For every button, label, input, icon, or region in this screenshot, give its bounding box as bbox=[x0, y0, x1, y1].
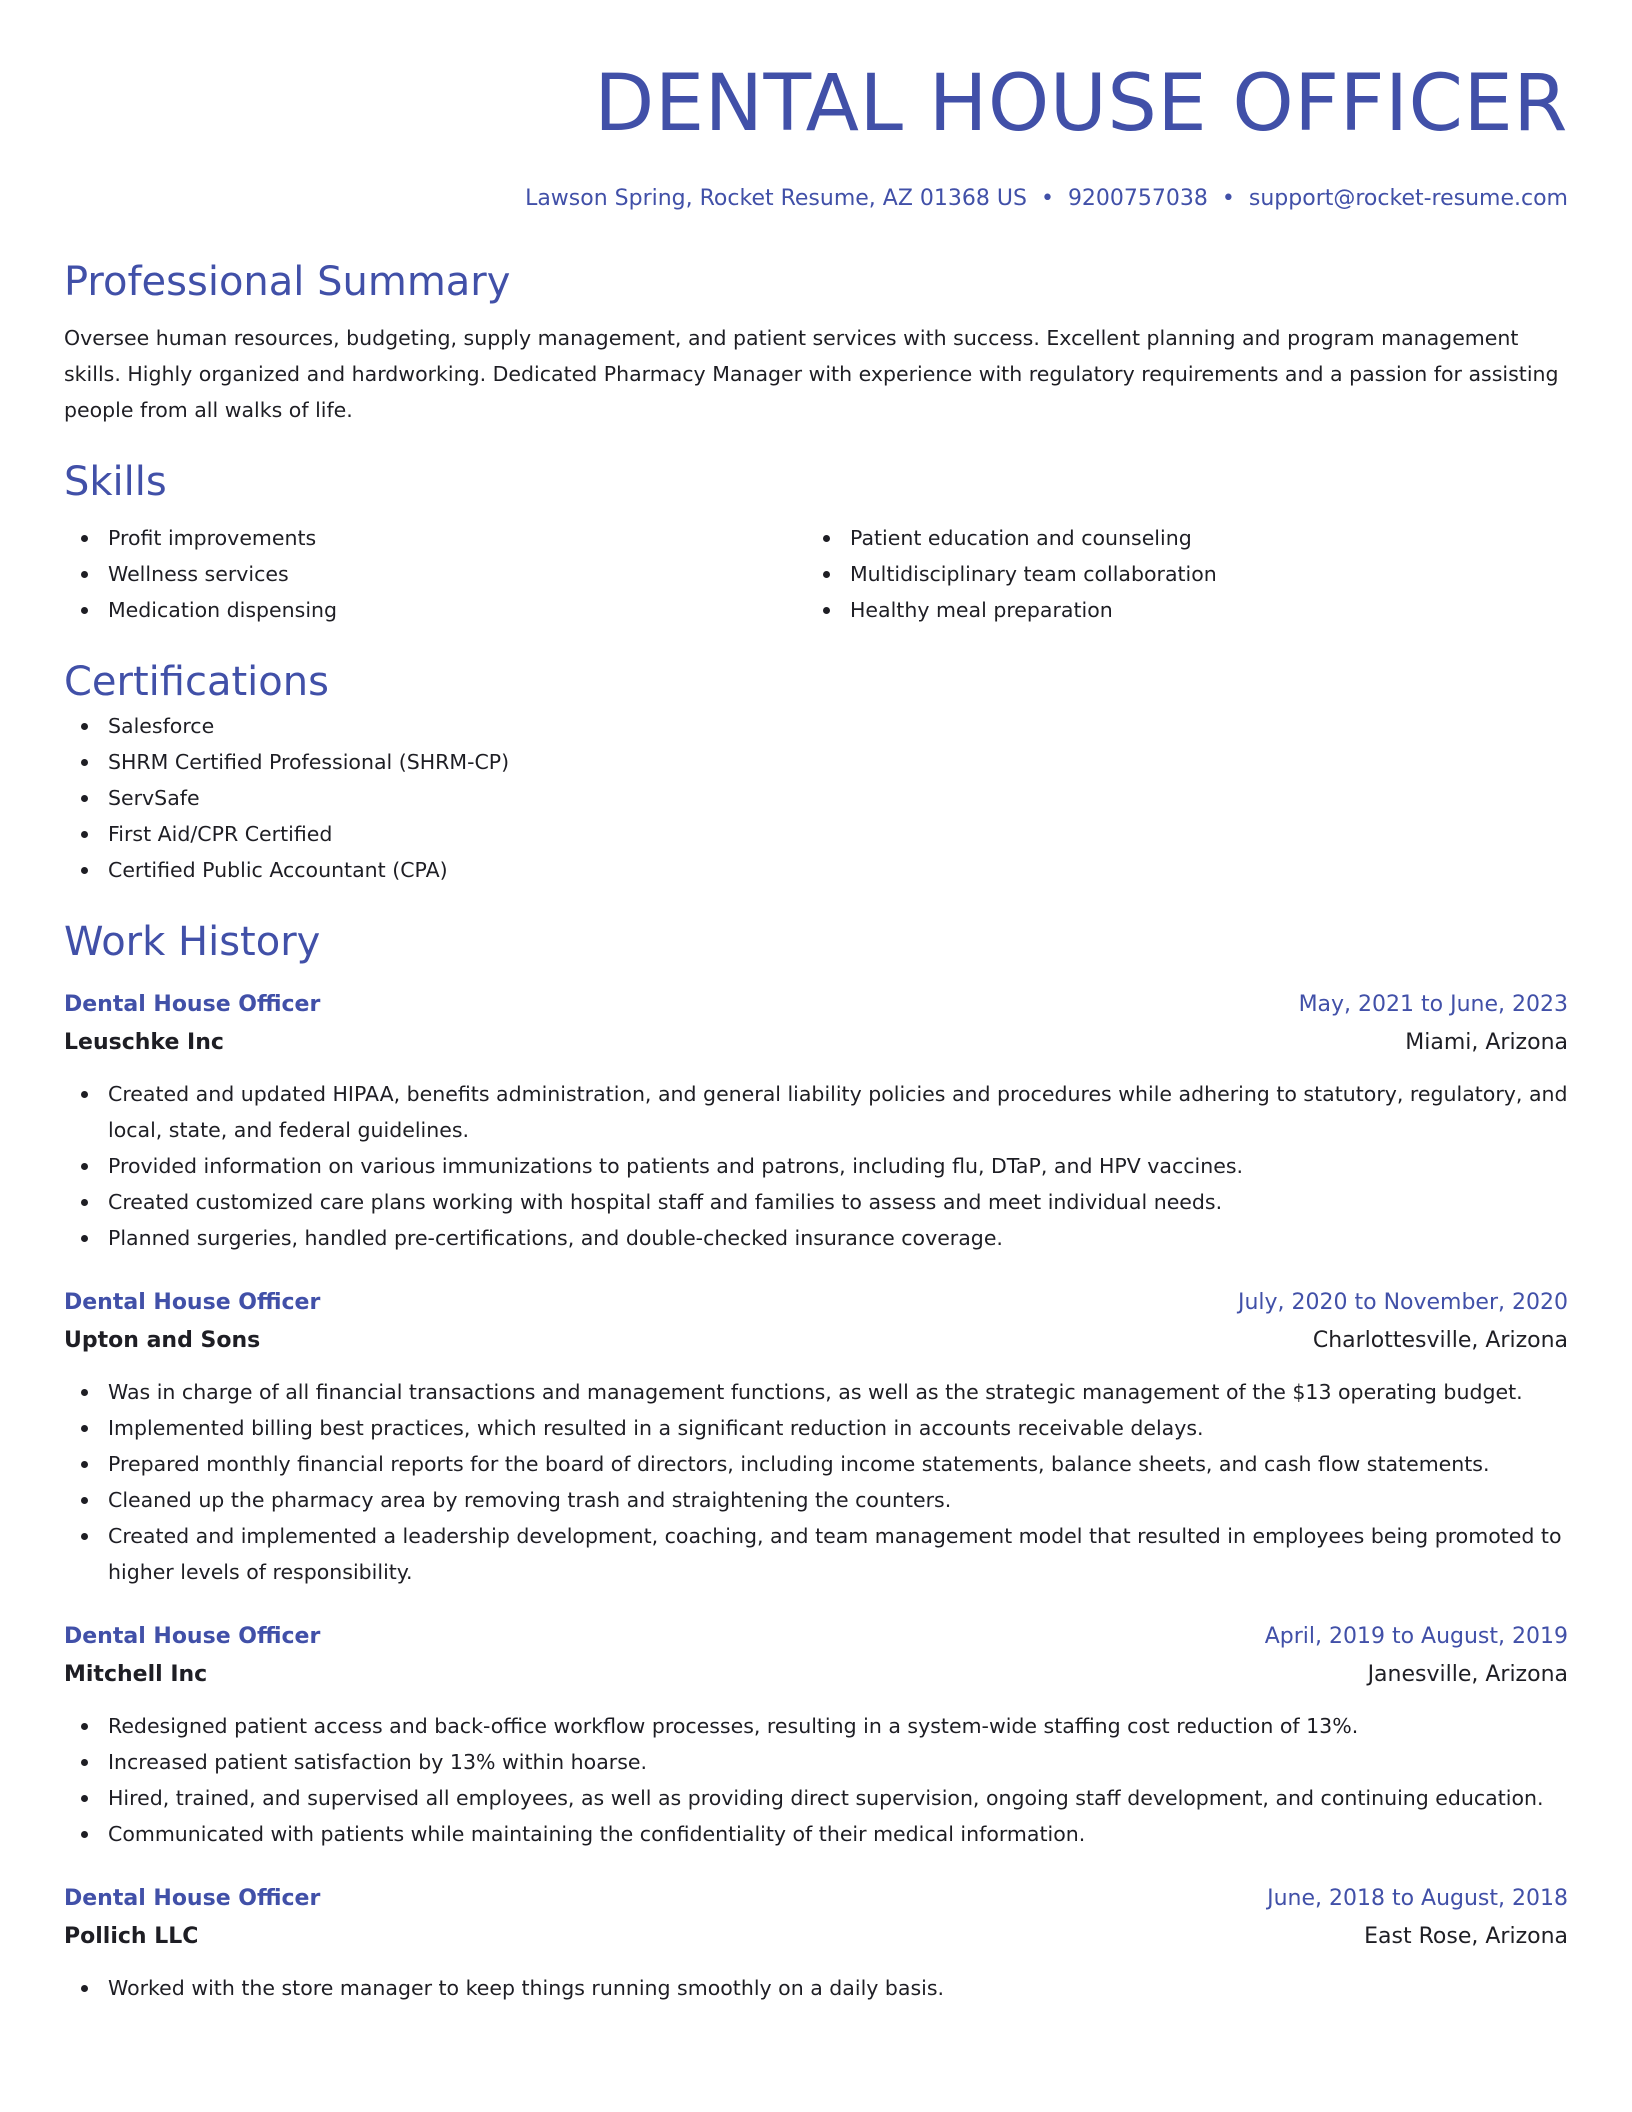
job-duty: Planned surgeries, handled pre-certifications, and double-checked insurance coverage. bbox=[64, 1220, 1568, 1256]
contact-address: Lawson Spring, Rocket Resume, AZ 01368 US bbox=[525, 186, 1027, 211]
job-entry bbox=[64, 1618, 1568, 1852]
job-duty: Redesigned patient access and back-office workflow processes, resulting in a system-wide staffing cost reduction of 13%. bbox=[64, 1708, 1568, 1744]
skills-heading: Skills bbox=[64, 459, 167, 505]
skills-column-right bbox=[806, 520, 1548, 628]
job-duty: Communicated with patients while maintaining the confidentiality of their medical information. bbox=[64, 1816, 1568, 1852]
job-company: Upton and Sons bbox=[64, 1328, 261, 1353]
job-duties bbox=[64, 1374, 1568, 1590]
skill-item: Wellness services bbox=[64, 556, 806, 592]
certification-item: Certified Public Accountant (CPA) bbox=[64, 852, 1568, 888]
job-dates: April, 2019 to August, 2019 bbox=[1264, 1624, 1568, 1649]
contact-separator: • bbox=[1040, 186, 1054, 211]
contact-phone[interactable]: 9200757038 bbox=[1067, 186, 1208, 211]
job-location: Charlottesville, Arizona bbox=[1312, 1328, 1568, 1353]
job-duty: Increased patient satisfaction by 13% within hoarse. bbox=[64, 1744, 1568, 1780]
job-location: Miami, Arizona bbox=[1405, 1030, 1568, 1055]
skill-item: Profit improvements bbox=[64, 520, 806, 556]
job-location: East Rose, Arizona bbox=[1364, 1924, 1568, 1949]
skill-item: Medication dispensing bbox=[64, 592, 806, 628]
job-duties bbox=[64, 1076, 1568, 1256]
job-duties bbox=[64, 1970, 1568, 2006]
job-dates: May, 2021 to June, 2023 bbox=[1298, 992, 1568, 1017]
certification-item: First Aid/CPR Certified bbox=[64, 816, 1568, 852]
job-company: Mitchell Inc bbox=[64, 1662, 208, 1687]
job-company: Leuschke Inc bbox=[64, 1030, 224, 1055]
skills-list bbox=[64, 520, 1568, 628]
job-duty: Prepared monthly financial reports for the board of directors, including income statements, balance sheets, and cash flow statements. bbox=[64, 1446, 1568, 1482]
job-duties bbox=[64, 1708, 1568, 1852]
certification-item: Salesforce bbox=[64, 708, 1568, 744]
work-history-heading: Work History bbox=[64, 919, 321, 965]
contact-line bbox=[64, 182, 1568, 216]
resume-title: DENTAL HOUSE OFFICER bbox=[594, 59, 1568, 149]
job-duty: Hired, trained, and supervised all employees, as well as providing direct supervision, ongoing staff development, and continuing education. bbox=[64, 1780, 1568, 1816]
job-duty: Created and implemented a leadership development, coaching, and team management model that resulted in employees being promoted to higher levels of responsibility. bbox=[64, 1518, 1568, 1590]
job-duty: Was in charge of all financial transactions and management functions, as well as the strategic management of the $13 operating budget. bbox=[64, 1374, 1568, 1410]
job-duty: Provided information on various immunizations to patients and patrons, including flu, DTaP, and HPV vaccines. bbox=[64, 1148, 1568, 1184]
job-entry bbox=[64, 1880, 1568, 2006]
job-dates: June, 2018 to August, 2018 bbox=[1267, 1886, 1568, 1911]
job-duty: Implemented billing best practices, which resulted in a significant reduction in accounts receivable delays. bbox=[64, 1410, 1568, 1446]
summary-text: Oversee human resources, budgeting, supply management, and patient services with success. Excellent planning and program management skills. Highly organized and hardworking. Dedicated Pharmacy Manager with experience with regulatory requirements and a passion for assisting people from all walks of life. bbox=[64, 326, 1559, 422]
job-dates: July, 2020 to November, 2020 bbox=[1237, 1290, 1568, 1315]
skills-column-left bbox=[64, 520, 806, 628]
job-role: Dental House Officer bbox=[64, 1290, 321, 1315]
certifications-heading: Certifications bbox=[64, 659, 329, 705]
summary-heading: Professional Summary bbox=[64, 259, 511, 305]
skill-item: Multidisciplinary team collaboration bbox=[806, 556, 1548, 592]
contact-separator: • bbox=[1221, 186, 1235, 211]
skill-item: Patient education and counseling bbox=[806, 520, 1548, 556]
job-duty: Created customized care plans working with hospital staff and families to assess and meet individual needs. bbox=[64, 1184, 1568, 1220]
job-company: Pollich LLC bbox=[64, 1924, 199, 1949]
contact-email[interactable]: support@rocket-resume.com bbox=[1248, 186, 1568, 211]
job-duty: Worked with the store manager to keep things running smoothly on a daily basis. bbox=[64, 1970, 1568, 2006]
job-duty: Cleaned up the pharmacy area by removing trash and straightening the counters. bbox=[64, 1482, 1568, 1518]
job-location: Janesville, Arizona bbox=[1367, 1662, 1568, 1687]
job-role: Dental House Officer bbox=[64, 992, 321, 1017]
certifications-list bbox=[64, 708, 1568, 888]
certification-item: SHRM Certified Professional (SHRM-CP) bbox=[64, 744, 1568, 780]
job-duty: Created and updated HIPAA, benefits administration, and general liability policies and procedures while adhering to statutory, regulatory, and local, state, and federal guidelines. bbox=[64, 1076, 1568, 1148]
job-entry bbox=[64, 1284, 1568, 1590]
certification-item: ServSafe bbox=[64, 780, 1568, 816]
job-role: Dental House Officer bbox=[64, 1886, 321, 1911]
job-entry bbox=[64, 986, 1568, 1256]
job-role: Dental House Officer bbox=[64, 1624, 321, 1649]
skill-item: Healthy meal preparation bbox=[806, 592, 1548, 628]
